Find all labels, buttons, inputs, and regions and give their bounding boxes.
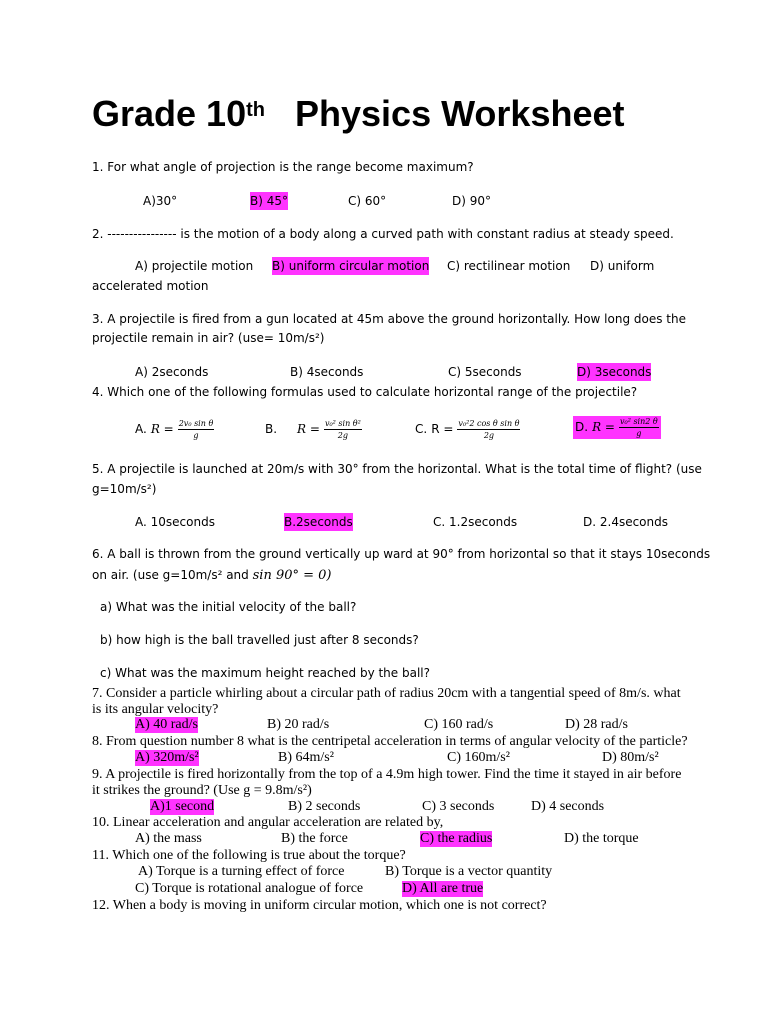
q6-line2 (92, 566, 332, 585)
q11-option-a: A) Torque is a turning effect of force (138, 864, 345, 879)
q3-option-b: B) 4seconds (290, 365, 364, 379)
q10-option-b: B) the force (281, 831, 348, 846)
q8-option-b: B) 64m/s² (278, 750, 334, 765)
q9-line2: it strikes the ground? (Use g = 9.8m/s²) (92, 783, 312, 798)
q4-d-num: v₀² sin2 θ (619, 417, 658, 426)
q3-option-c: C) 5seconds (448, 365, 522, 379)
q1-option-a: A)30° (143, 194, 178, 208)
q12-text: 12. When a body is moving in uniform circular motion, which one is not correct? (92, 898, 547, 913)
q1-option-d: D) 90° (452, 194, 492, 208)
q4-b-eq: R = (297, 422, 320, 437)
q1-text: 1. For what angle of projection is the range become maximum? (92, 160, 474, 174)
q5-option-a: A. 10seconds (135, 515, 215, 529)
q8-option-d: D) 80m/s² (602, 750, 659, 765)
q7-line1: 7. Consider a particle whirling about a circular path of radius 20cm with a tangential speed of 8m/s. what (92, 686, 681, 701)
q2-text: 2. ---------------- is the motion of a body along a curved path with constant radius at steady speed. (92, 227, 674, 241)
q9-option-a: A)1 second (150, 799, 215, 814)
q5-option-b: B.2seconds (284, 515, 353, 529)
q3-line2: projectile remain in air? (use= 10m/s²) (92, 331, 325, 345)
q3-line1: 3. A projectile is fired from a gun located at 45m above the ground horizontally. How long does the (92, 312, 686, 326)
title-sup: th (246, 99, 265, 121)
q11-option-d: D) All are true (402, 881, 484, 896)
q4-c-den: 2g (483, 431, 495, 440)
q9-option-c: C) 3 seconds (422, 799, 495, 814)
q5-option-d: D. 2.4seconds (583, 515, 669, 529)
q7-line2: is its angular velocity? (92, 702, 219, 717)
q7-option-d: D) 28 rad/s (565, 717, 628, 732)
q4-a-label: A. (135, 422, 147, 437)
q5-line1: 5. A projectile is launched at 20m/s with 30° from the horizontal. What is the total time of flight? (use (92, 462, 702, 476)
q2-option-d: D) uniform (590, 259, 655, 273)
q3-option-d: D) 3seconds (577, 365, 652, 379)
q4-a-den: g (193, 431, 199, 440)
q2-option-c: C) rectilinear motion (447, 259, 571, 273)
q2-option-d-cont: accelerated motion (92, 279, 209, 293)
q9-option-d: D) 4 seconds (531, 799, 605, 814)
q7-option-c: C) 160 rad/s (424, 717, 494, 732)
q4-a-eq: R = (150, 422, 174, 437)
q7-option-b: B) 20 rad/s (267, 717, 330, 732)
worksheet-title (92, 92, 624, 136)
q8-text: 8. From question number 8 what is the centripetal acceleration in terms of angular velocity of the particle? (92, 734, 688, 749)
q10-text: 10. Linear acceleration and angular acceleration are related by, (92, 815, 444, 830)
q2-option-a: A) projectile motion (135, 259, 254, 273)
q4-option-c (415, 418, 520, 441)
q11-text: 11. Which one of the following is true about the torque? (92, 848, 406, 863)
q10-option-d: D) the torque (564, 831, 639, 846)
q4-option-b (265, 418, 362, 441)
q4-a-formula (178, 418, 215, 441)
q9-line1: 9. A projectile is fired horizontally from the top of a 4.9m high tower. Find the time it stayed in air before (92, 767, 682, 782)
q6-part-c: c) What was the maximum height reached by the ball? (100, 666, 430, 680)
q4-b-den: 2g (337, 431, 348, 440)
q4-option-a (135, 418, 214, 441)
q4-c-eq: R = (431, 422, 454, 437)
q5-line2: g=10m/s²) (92, 482, 157, 496)
q3-option-a: A) 2seconds (135, 365, 209, 379)
q4-b-num: v₀² sin θ² (324, 419, 361, 428)
q4-b-label: B. (265, 422, 278, 437)
q2-option-b: B) uniform circular motion (272, 259, 430, 273)
q8-option-a: A) 320m/s² (135, 750, 199, 765)
q4-d-label: D. (575, 420, 589, 435)
q8-option-c: C) 160m/s² (447, 750, 510, 765)
q1-option-c: C) 60° (348, 194, 387, 208)
title-text: Grade 10 (92, 93, 247, 134)
q10-option-c: C) the radius (420, 831, 493, 846)
q11-option-c: C) Torque is rotational analogue of force (135, 881, 364, 896)
q4-c-label: C. (415, 422, 428, 437)
q10-option-a: A) the mass (135, 831, 202, 846)
q4-option-d (573, 416, 661, 439)
q5-option-c: C. 1.2seconds (433, 515, 518, 529)
q4-b-formula (324, 418, 362, 441)
q7-option-a: A) 40 rad/s (135, 717, 198, 732)
q6-line2-text: on air. (use g=10m/s² and (92, 568, 249, 582)
title-text-2: Physics Worksheet (295, 93, 625, 134)
q4-text: 4. Which one of the following formulas used to calculate horizontal range of the projectile? (92, 385, 638, 399)
q6-line2-math: sin 90° = 0) (252, 568, 332, 583)
q4-c-formula (457, 418, 520, 441)
q1-option-b: B) 45° (250, 194, 288, 208)
q6-part-a: a) What was the initial velocity of the ball? (100, 600, 357, 614)
q4-d-den: g (636, 429, 642, 438)
q4-a-num: 2v₀ sin θ (178, 419, 214, 428)
q4-c-num: v₀²2 cos θ sin θ (458, 419, 520, 428)
q11-option-b: B) Torque is a vector quantity (385, 864, 553, 879)
q9-option-b: B) 2 seconds (288, 799, 361, 814)
q4-d-formula (619, 416, 659, 439)
q4-d-eq: R = (592, 420, 615, 435)
q6-line1: 6. A ball is thrown from the ground vertically up ward at 90° from horizontal so that it stays 10seconds (92, 547, 711, 561)
q6-part-b: b) how high is the ball travelled just after 8 seconds? (100, 633, 419, 647)
